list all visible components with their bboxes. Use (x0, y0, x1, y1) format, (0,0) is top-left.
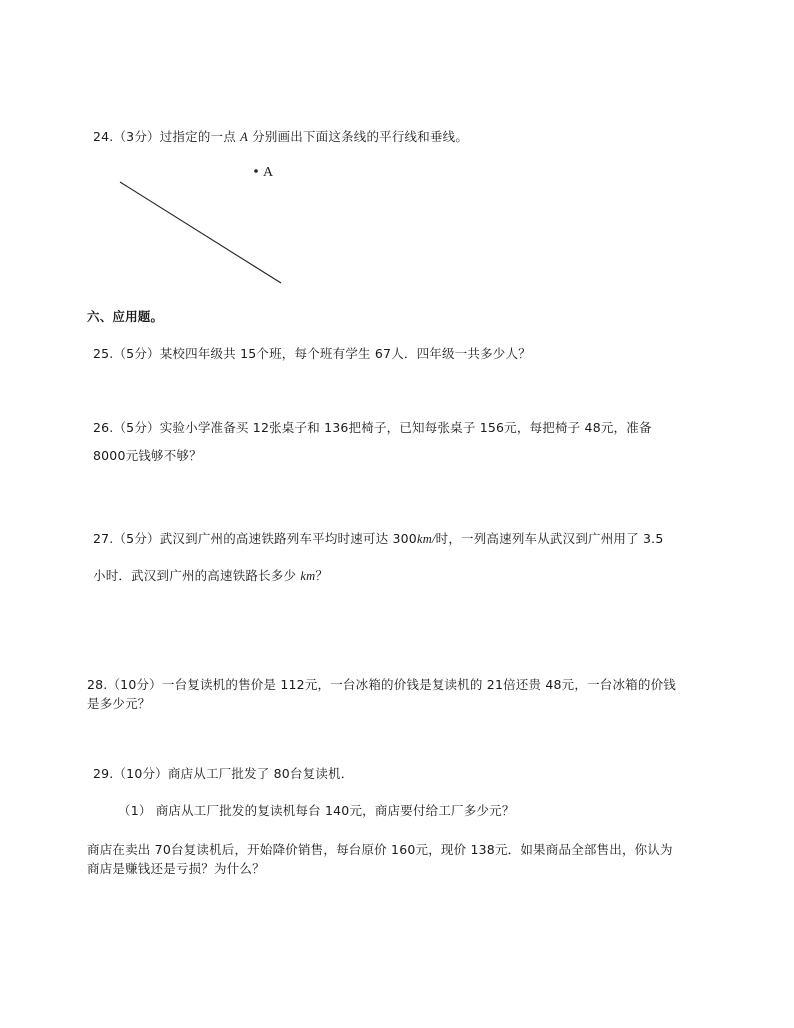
q27-line-2-b: ？ (315, 568, 329, 583)
q28-line-1: 28.（10分）一台复读机的售价是 112元，一台冰箱的价钱是复读机的 21倍还贵 48元，一台冰箱的价钱 (87, 677, 676, 692)
q26-line-2: 8000元钱够不够？ (93, 448, 202, 463)
q28-line-2: 是多少元？ (87, 696, 151, 711)
q24-given-line (120, 182, 281, 283)
q24-title (93, 127, 468, 145)
q29-para-line-1: 商店在卖出 70台复读机后，开始降价销售，每台原价 160元，现价 138元．如果商品全部售出，你认为 (87, 842, 673, 857)
q26-line-1: 26.（5分）实验小学准备买 12张桌子和 136把椅子，已知每张桌子 156元，每把椅子 48元，准备 (93, 420, 652, 435)
q27-unit-2: km (300, 569, 316, 583)
q25-text: 25.（5分）某校四年级共 15个班，每个班有学生 67人．四年级一共多少人？ (93, 346, 531, 361)
q27-line-1 (93, 529, 663, 547)
q27-line-1-b: 时，一列高速列车从武汉到广州用了 3.5 (435, 531, 664, 546)
q29-sub-1: （1） 商店从工厂批发的复读机每台 140元，商店要付给工厂多少元？ (118, 803, 515, 818)
q29-line-1: 29.（10分）商店从工厂批发了 80台复读机． (93, 766, 354, 781)
q27-line-2-a: 小时．武汉到广州的高速铁路长多少 (93, 568, 301, 583)
q29-para-line-2: 商店是赚钱还是亏损？为什么？ (87, 861, 265, 876)
q24-prefix: 24.（3分）过指定的一点 (93, 129, 236, 144)
q27-unit-1: km/ (416, 532, 436, 546)
q27-line-1-a: 27.（5分）武汉到广州的高速铁路列车平均时速可达 300 (93, 531, 417, 546)
section-6-title: 六、应用题。 (87, 309, 164, 324)
q24-figure-label: A (263, 165, 274, 180)
q27-line-2 (93, 566, 328, 584)
q24-point-a (254, 169, 258, 173)
q24-point-label: A (240, 130, 248, 144)
q24-figure (110, 160, 310, 290)
q24-suffix: 分别画出下面这条线的平行线和垂线。 (252, 129, 469, 144)
